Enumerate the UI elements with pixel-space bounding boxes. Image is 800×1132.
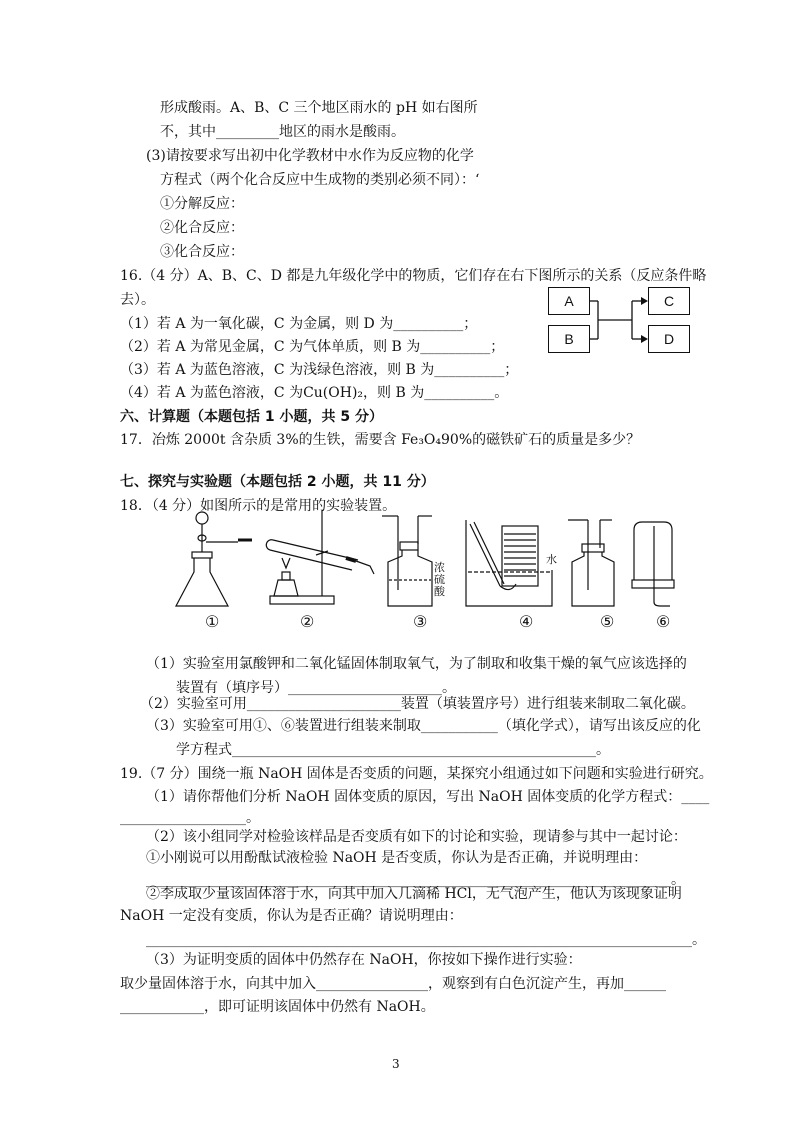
q19-stem: 19.（7 分）围绕一瓶 NaOH 固体是否变质的问题，某探究小组通过如下问题和实验进行研究。	[120, 766, 713, 782]
q19-part3: （3）为证明变质的固体中仍然存在 NaOH，你按如下操作进行实验：	[146, 952, 582, 968]
apparatus-label-1: ①	[205, 612, 220, 631]
q19-part2-b-2: NaOH 一定没有变质，你认为是否正确？请说明理由：	[120, 908, 463, 924]
q19-part2: （2）该小组同学对检验该样品是否变质有如下的讨论和实验，现请参与其中一起讨论：	[146, 829, 687, 845]
section-6-heading: 六、计算题（本题包括 1 小题，共 5 分）	[120, 409, 383, 425]
q19-part1-b: __________________。	[120, 810, 260, 826]
apparatus-4-water-trough	[466, 520, 552, 606]
box-d: D	[648, 325, 690, 353]
q16-item-2: （2）若 A 为常见金属，C 为气体单质，则 B 为__________；	[120, 339, 505, 355]
q16-stem-2: 去）。	[120, 292, 155, 308]
apparatus-5-gas-bottle	[568, 520, 614, 606]
page-number: 3	[392, 1057, 400, 1071]
apparatus-1-flask	[176, 512, 252, 606]
q15-reaction-1: ①分解反应：	[160, 196, 244, 212]
q15-line1: 形成酸雨。A、B、C 三个地区雨水的 pH 如右图所	[160, 100, 478, 116]
q18-part1-b: 装置有（填序号）______________________。	[176, 680, 456, 696]
q18-part2: （2）实验室可用______________________装置（填装置序号）进行组装来制取二氧化碳。	[140, 696, 695, 712]
q18-part3-a: （3）实验室可用①、⑥装置进行组装来制取___________（填化学式），请写出该反应的化	[146, 718, 701, 734]
acid-label: 浓 硫 酸	[434, 561, 445, 598]
q15-line4: 方程式（两个化合反应中生成物的类别必须不同）：‘	[160, 172, 480, 188]
apparatus-3-wash-bottle	[382, 516, 432, 606]
diagram-connectors	[590, 290, 652, 350]
q15-reaction-3: ③化合反应：	[160, 244, 244, 260]
section-7-heading: 七、探究与实验题（本题包括 2 小题，共 11 分）	[120, 474, 435, 490]
box-c: C	[648, 287, 690, 315]
q18-part1-a: （1）实验室用氯酸钾和二氧化锰固体制取氧气，为了制取和收集干燥的氧气应该选择的	[146, 656, 687, 672]
apparatus-6-inverted-jar	[632, 522, 674, 606]
q18-stem: 18．（4 分）如图所示的是常用的实验装置。	[120, 498, 397, 514]
q16-stem-1: 16.（4 分）A、B、C、D 都是九年级化学中的物质，它们存在右下图所示的关系（反应条件略	[120, 268, 707, 284]
q19-part2-a-blank: ___________________________________________________________________________。	[146, 872, 685, 888]
q18-part3-b: 学方程式____________________________________________________。	[176, 742, 610, 758]
q19-part3-b: ____________，即可证明该固体中仍然有 NaOH。	[120, 999, 435, 1015]
arrow-to-c-icon	[641, 297, 648, 305]
q19-part2-a: ①小刚说可以用酚酞试液检验 NaOH 是否变质，你认为是否正确，并说明理由：	[146, 850, 648, 866]
q17-text: 17．冶炼 2000t 含杂质 3%的生铁，需要含 Fe₃O₄90%的磁铁矿石的质量是多少？	[120, 432, 641, 448]
apparatus-label-6: ⑥	[656, 612, 671, 631]
q15-reaction-2: ②化合反应：	[160, 220, 244, 236]
q16-item-4: （4）若 A 为蓝色溶液，C 为Cu(OH)₂，则 B 为__________。	[120, 385, 509, 401]
q16-item-1: （1）若 A 为一氧化碳，C 为金属，则 D 为__________；	[120, 316, 478, 332]
q19-part2-b-blank: ______________________________________________________________________________。	[146, 932, 706, 948]
q15-line2: 不，其中_________地区的雨水是酸雨。	[160, 124, 405, 140]
arrow-to-d-icon	[641, 335, 648, 343]
apparatus-label-5: ⑤	[600, 612, 615, 631]
apparatus-label-3: ③	[413, 612, 428, 631]
q15-part3: (3)请按要求写出初中化学教材中水作为反应物的化学	[146, 148, 474, 164]
q16-item-3: （3）若 A 为蓝色溶液，C 为浅绿色溶液，则 B 为__________；	[120, 362, 519, 378]
q19-part1-a: （1）请你帮他们分析 NaOH 固体变质的原因，写出 NaOH 固体变质的化学方程式：____	[146, 789, 710, 805]
apparatus-label-4: ④	[519, 612, 534, 631]
apparatus-label-2: ②	[300, 612, 315, 631]
q19-part3-a: 取少量固体溶于水，向其中加入________________，观察到有白色沉淀产生，再加______	[120, 976, 666, 992]
apparatus-2-heating	[266, 510, 374, 604]
box-b: B	[548, 325, 590, 353]
water-label: 水	[546, 553, 557, 566]
box-a: A	[548, 287, 590, 315]
q19-part2-b-1: ②李成取少量该固体溶于水，向其中加入几滴稀 HCl，无气泡产生，他认为该现象证明	[146, 886, 682, 902]
